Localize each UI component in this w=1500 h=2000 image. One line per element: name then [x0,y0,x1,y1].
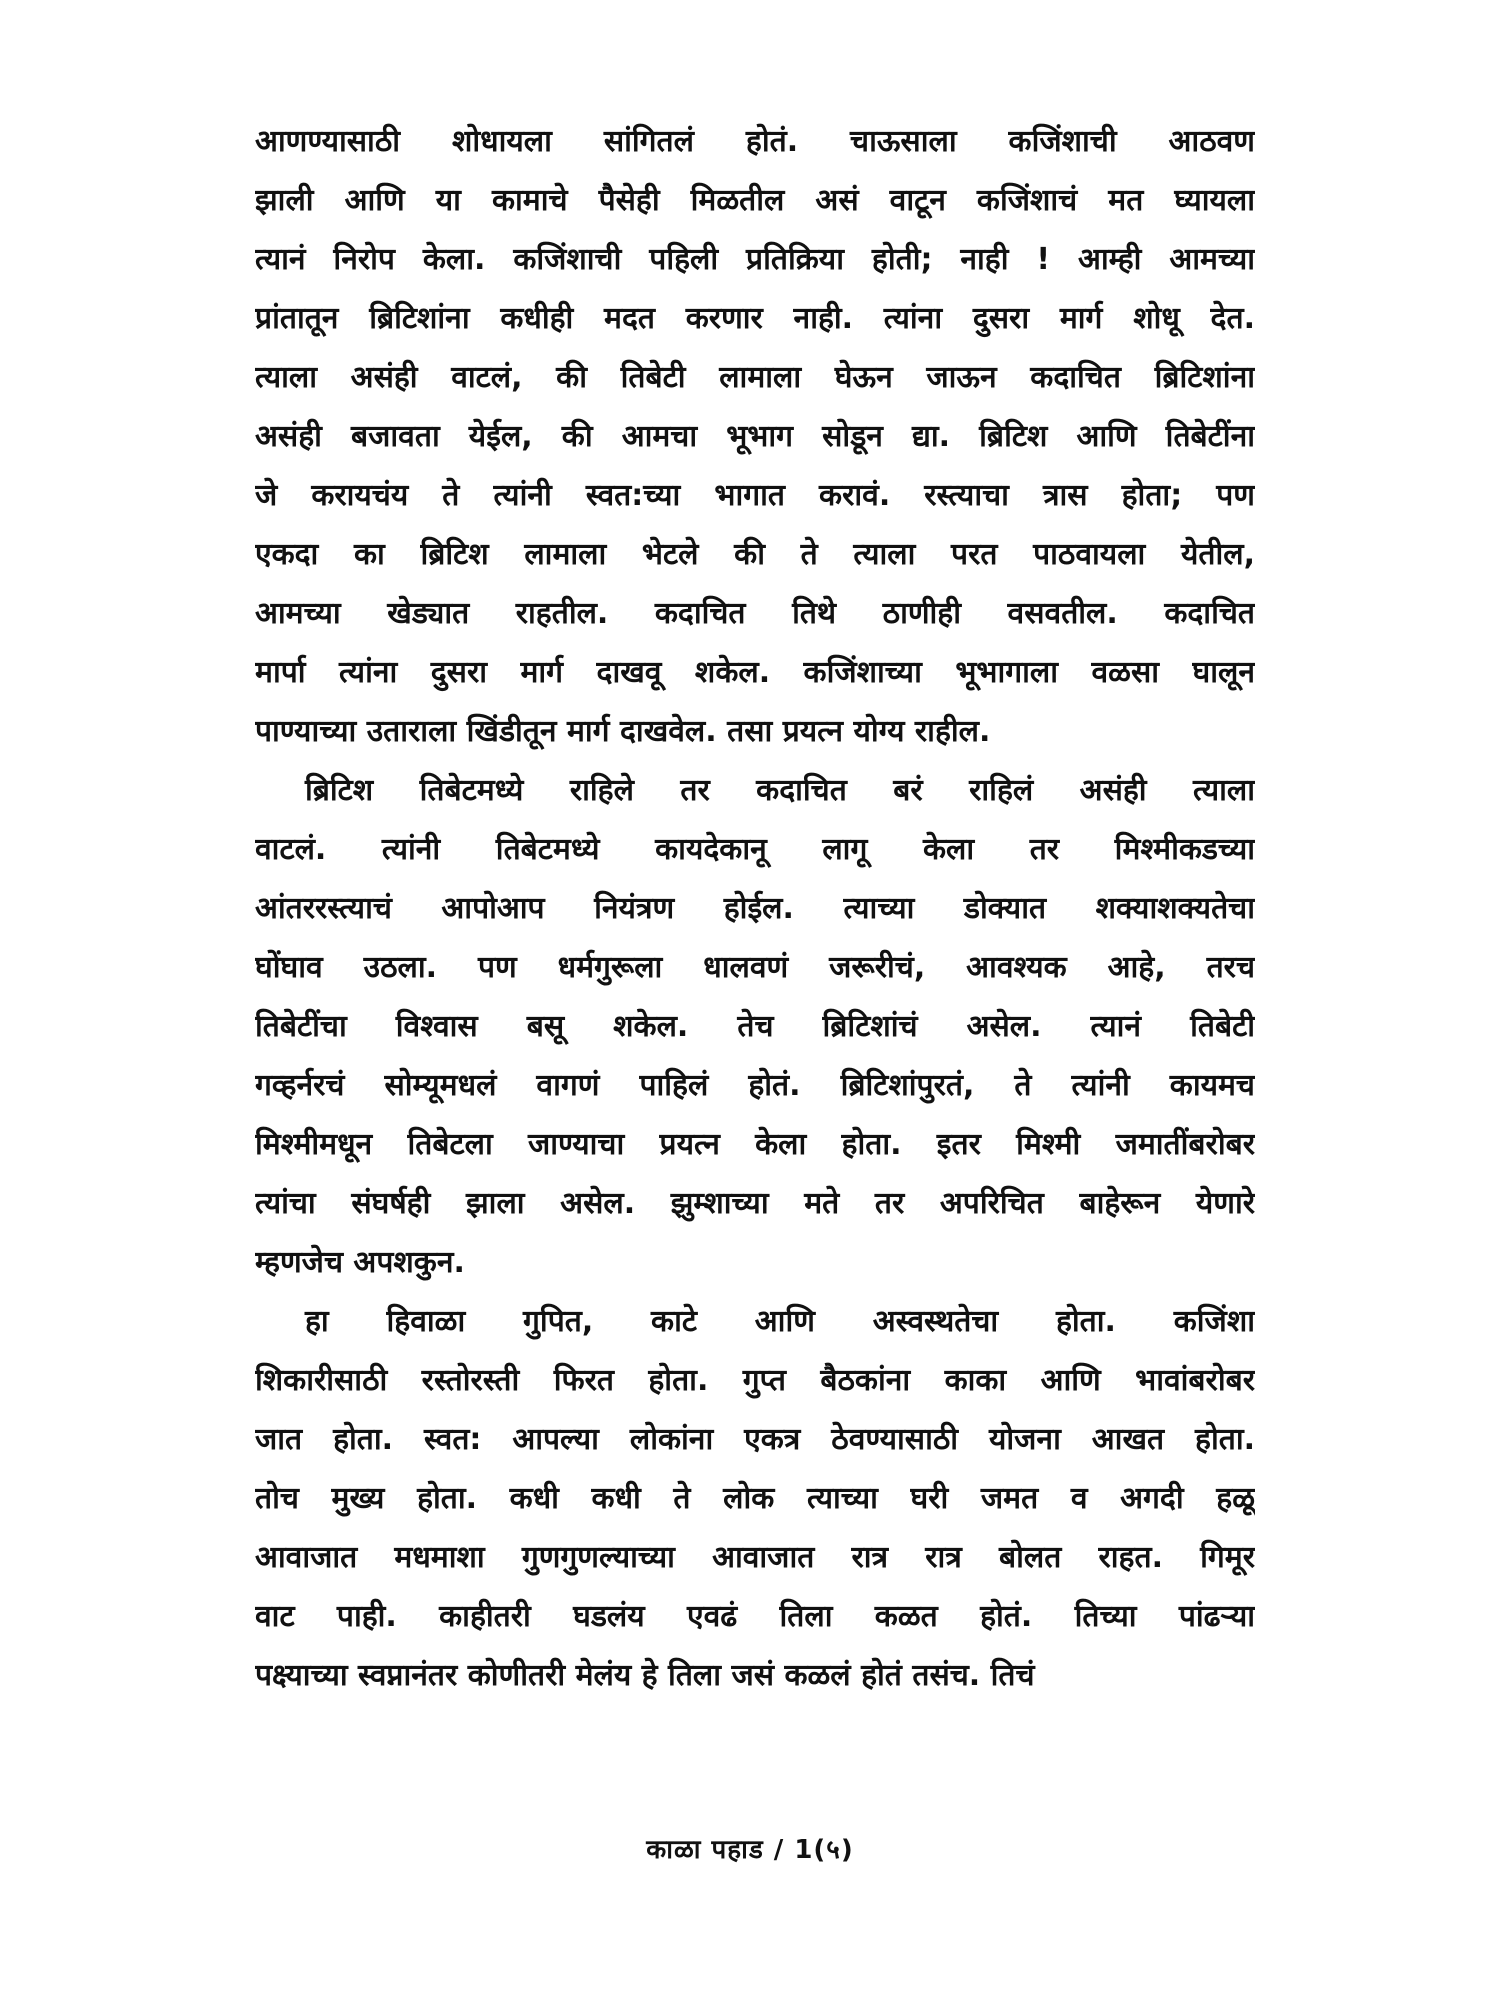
text-line: त्याला असंही वाटलं, की तिबेटी लामाला घेऊन जाऊन कदाचित ब्रिटिशांना [255,360,1255,395]
text-line: आवाजात मधमाशा गुणगुणल्याच्या आवाजात रात्र रात्र बोलत राहत. गिमूर [255,1540,1255,1575]
text-line: मार्पा त्यांना दुसरा मार्ग दाखवू शकेल. कजिंशाच्या भूभागाला वळसा घालून [255,655,1255,690]
text-line: त्यांचा संघर्षही झाला असेल. झुम्शाच्या मते तर अपरिचित बाहेरून येणारे [255,1186,1255,1221]
text-line: गव्हर्नरचं सोम्यूमधलं वागणं पाहिलं होतं. ब्रिटिशांपुरतं, ते त्यांनी कायमच [255,1068,1255,1103]
text-line: आमच्या खेड्यात राहतील. कदाचित तिथे ठाणीही वसवतील. कदाचित [255,596,1255,631]
text-line: शिकारीसाठी रस्तोरस्ती फिरत होता. गुप्त बैठकांना काका आणि भावांबरोबर [255,1363,1255,1398]
text-line: जात होता. स्वत: आपल्या लोकांना एकत्र ठेवण्यासाठी योजना आखत होता. [255,1422,1255,1457]
text-line: तोच मुख्य होता. कधी कधी ते लोक त्याच्या घरी जमत व अगदी हळू [255,1481,1255,1516]
text-line: पक्ष्याच्या स्वप्नानंतर कोणीतरी मेलंय हे तिला जसं कळलं होतं तसंच. तिचं [255,1658,1035,1693]
text-line: जे करायचंय ते त्यांनी स्वत:च्या भागात करावं. रस्त्याचा त्रास होता; पण [255,478,1255,513]
text-line: म्हणजेच अपशकुन. [255,1245,465,1280]
text-line: आंतररस्त्याचं आपोआप नियंत्रण होईल. त्याच्या डोक्यात शक्याशक्यतेचा [255,891,1255,926]
text-line: त्यानं निरोप केला. कजिंशाची पहिली प्रतिक्रिया होती; नाही ! आम्ही आमच्या [255,242,1255,277]
text-line: प्रांतातून ब्रिटिशांना कधीही मदत करणार नाही. त्यांना दुसरा मार्ग शोधू देत. [255,301,1255,336]
text-line: मिश्मीमधून तिबेटला जाण्याचा प्रयत्न केला होता. इतर मिश्मी जमातींबरोबर [255,1127,1255,1162]
page-footer: काळा पहाड / 1(५) [646,1835,854,1865]
text-line: वाट पाही. काहीतरी घडलंय एवढं तिला कळत होतं. तिच्या पांढऱ्या [255,1599,1255,1634]
text-line: ब्रिटिश तिबेटमध्ये राहिले तर कदाचित बरं राहिलं असंही त्याला [305,773,1255,808]
text-line: एकदा का ब्रिटिश लामाला भेटले की ते त्याला परत पाठवायला येतील, [255,537,1255,572]
text-line: हा हिवाळा गुपित, काटे आणि अस्वस्थतेचा होता. कजिंशा [305,1304,1255,1339]
text-line: पाण्याच्या उताराला खिंडीतून मार्ग दाखवेल. तसा प्रयत्न योग्य राहील. [255,714,991,749]
text-line: आणण्यासाठी शोधायला सांगितलं होतं. चाऊसाला कजिंशाची आठवण [255,124,1255,159]
text-line: वाटलं. त्यांनी तिबेटमध्ये कायदेकानू लागू केला तर मिश्मीकडच्या [255,832,1255,867]
text-line: घोंघाव उठला. पण धर्मगुरूला धालवणं जरूरीचं, आवश्यक आहे, तरच [255,950,1255,985]
text-line: असंही बजावता येईल, की आमचा भूभाग सोडून द्या. ब्रिटिश आणि तिबेटींना [255,419,1255,454]
body-text [255,112,1255,1705]
text-line: तिबेटींचा विश्वास बसू शकेल. तेच ब्रिटिशांचं असेल. त्यानं तिबेटी [255,1009,1255,1044]
text-line: झाली आणि या कामाचे पैसेही मिळतील असं वाटून कजिंशाचं मत घ्यायला [255,183,1255,218]
